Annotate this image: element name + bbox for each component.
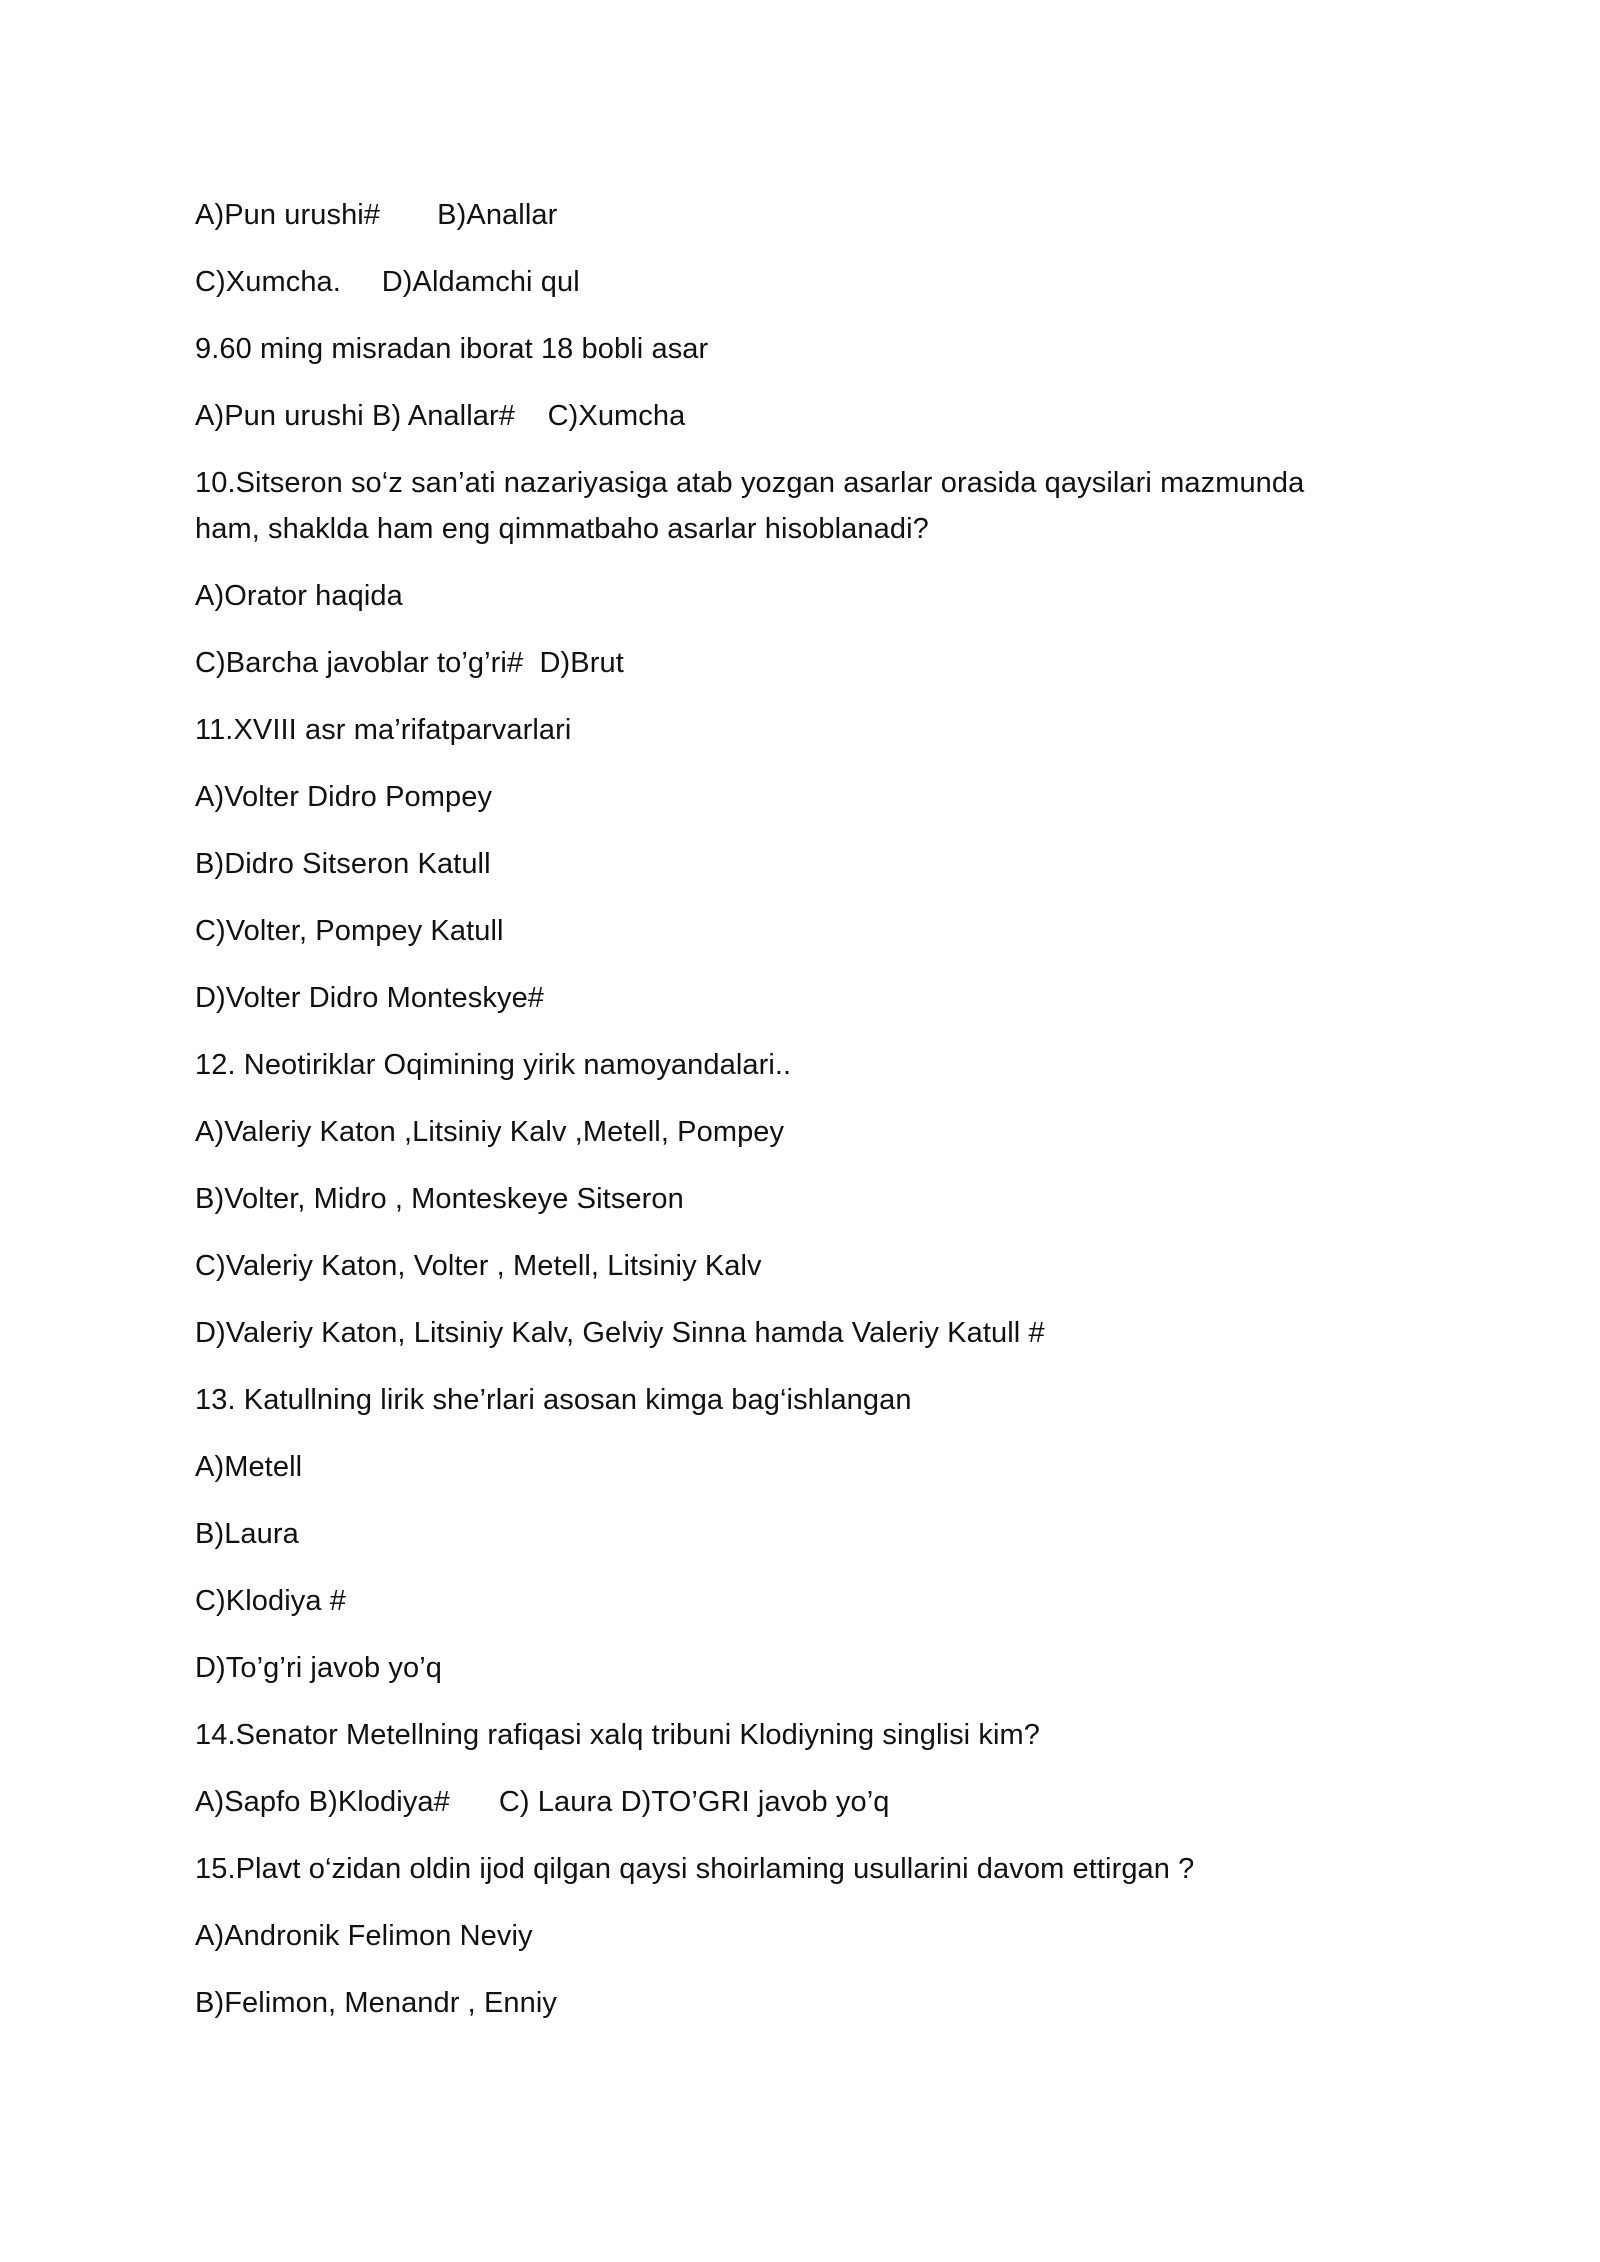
answer-line-q8-options-cd: C)Xumcha. D)Aldamchi qul (195, 266, 580, 298)
answer-line-q12-option-a: A)Valeriy Katon ,Litsiniy Kalv ,Metell, Pompey (195, 1116, 785, 1148)
answer-line-q13-option-d: D)To’g’ri javob yo’q (195, 1652, 442, 1684)
answer-line-q10-option-a: A)Orator haqida (195, 580, 403, 612)
document-body (195, 192, 1425, 2047)
question-11: 11.XVIII asr ma’rifatparvarlari (195, 714, 572, 746)
answer-line-q8-options-ab: A)Pun urushi# B)Anallar (195, 199, 558, 231)
answer-line-q9-options: A)Pun urushi B) Anallar# C)Xumcha (195, 400, 686, 432)
answer-line-q13-option-b: B)Laura (195, 1518, 299, 1550)
question-9: 9.60 ming misradan iborat 18 bobli asar (195, 333, 709, 365)
answer-line-q15-option-b: B)Felimon, Menandr , Enniy (195, 1987, 558, 2019)
question-10-line-1: 10.Sitseron so‘z san’ati nazariyasiga atab yozgan asarlar orasida qaysilari mazmunda (195, 467, 1305, 499)
answer-line-q11-option-c: C)Volter, Pompey Katull (195, 915, 504, 947)
answer-line-q14-options: A)Sapfo B)Klodiya# C) Laura D)TO’GRI javob yo’q (195, 1786, 890, 1818)
question-15: 15.Plavt o‘zidan oldin ijod qilgan qaysi shoirlaming usullarini davom ettirgan ? (195, 1853, 1195, 1885)
answer-line-q15-option-a: A)Andronik Felimon Neviy (195, 1920, 533, 1952)
answer-line-q12-option-c: C)Valeriy Katon, Volter , Metell, Litsiniy Kalv (195, 1250, 762, 1282)
answer-line-q11-option-a: A)Volter Didro Pompey (195, 781, 493, 813)
answer-line-q10-options-cd: C)Barcha javoblar to’g’ri# D)Brut (195, 647, 624, 679)
answer-line-q12-option-d: D)Valeriy Katon, Litsiniy Kalv, Gelviy Sinna hamda Valeriy Katull # (195, 1317, 1045, 1349)
question-14: 14.Senator Metellning rafiqasi xalq tribuni Klodiyning singlisi kim? (195, 1719, 1041, 1751)
question-10-line-2: ham, shaklda ham eng qimmatbaho asarlar hisoblanadi? (195, 513, 929, 545)
answer-line-q12-option-b: B)Volter, Midro , Monteskeye Sitseron (195, 1183, 684, 1215)
answer-line-q11-option-d: D)Volter Didro Monteskye# (195, 982, 545, 1014)
answer-line-q13-option-c: C)Klodiya # (195, 1585, 346, 1617)
answer-line-q11-option-b: B)Didro Sitseron Katull (195, 848, 491, 880)
answer-line-q13-option-a: A)Metell (195, 1451, 303, 1483)
question-10 (195, 460, 1425, 552)
question-13: 13. Katullning lirik she’rlari asosan kimga bag‘ishlangan (195, 1384, 912, 1416)
question-12: 12. Neotiriklar Oqimining yirik namoyandalari.. (195, 1049, 792, 1081)
